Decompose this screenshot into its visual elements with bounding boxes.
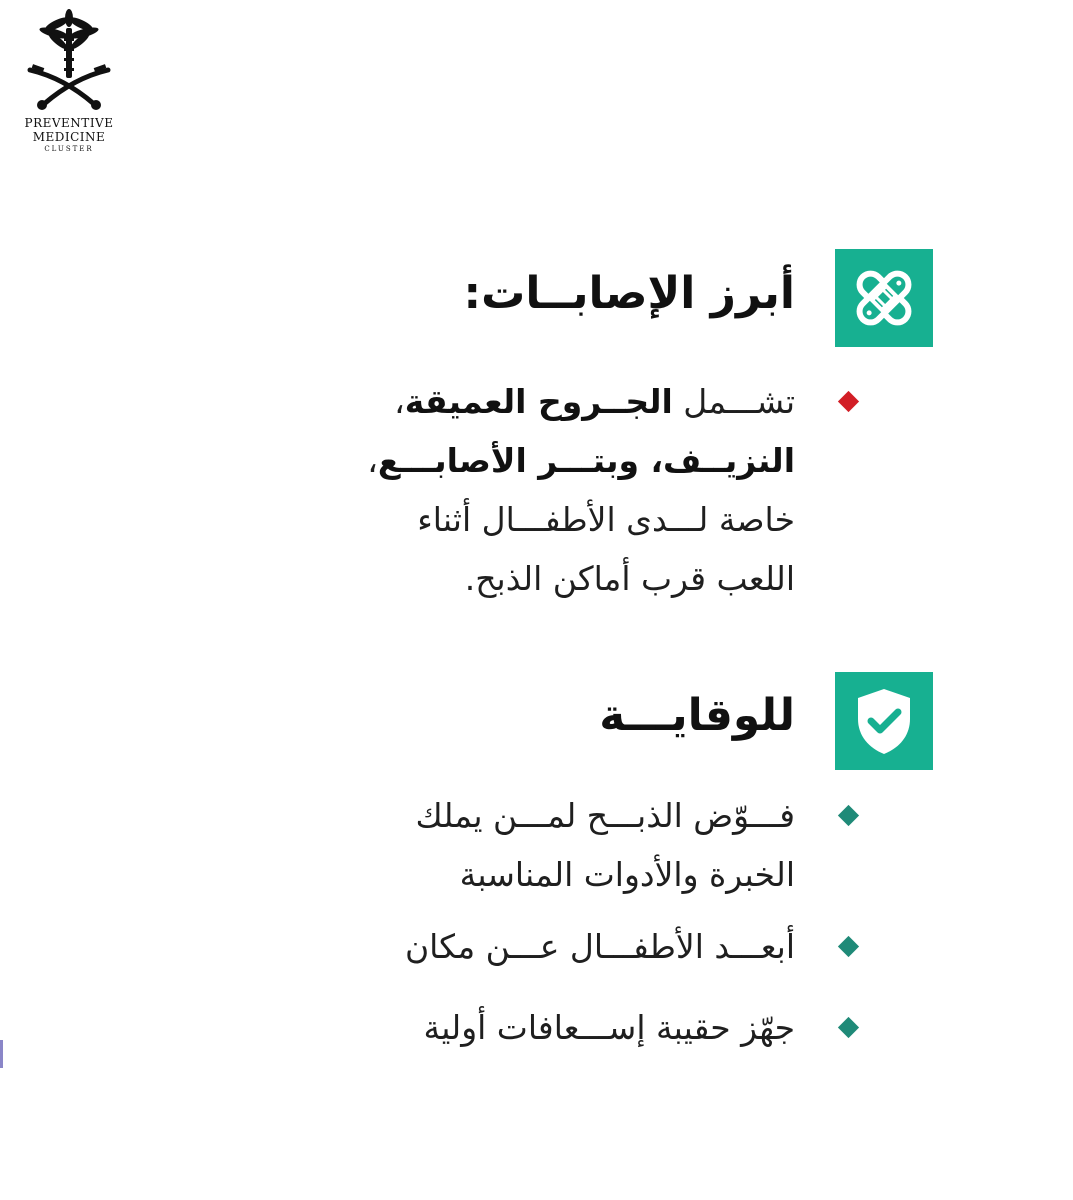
injuries-icon-box [835, 249, 933, 347]
bullet-green-icon [838, 805, 859, 826]
prevention-item-2 [325, 917, 795, 976]
prevention-item-3-line-1: جهّز حقيبة إســـعافات أولية [423, 1008, 795, 1047]
shield-check-icon [852, 685, 916, 757]
injuries-line-1-text: تشـــمل [672, 382, 795, 421]
logo-text-cluster: CLUSTER [44, 145, 94, 153]
injuries-line-2 [325, 431, 795, 490]
prevention-icon-box [835, 672, 933, 770]
bullet-green-icon [838, 936, 859, 957]
bullet-red-icon [838, 391, 859, 412]
bullet-green-icon [838, 1017, 859, 1038]
palm-swords-emblem [24, 8, 114, 116]
prevention-title: للوقايـــة [599, 690, 795, 741]
logo-text-preventive: PREVENTIVE [24, 116, 114, 130]
logo-text-medicine: MEDICINE [32, 130, 106, 144]
injuries-line-1-comma: ، [394, 382, 405, 421]
injuries-line-2-comma: ، [367, 441, 378, 480]
injuries-line-3: خاصة لـــدى الأطفـــال أثناء [417, 500, 795, 539]
injuries-paragraph [325, 372, 795, 608]
prevention-item-2-line-1: أبعـــد الأطفـــال عـــن مكان [404, 927, 795, 966]
edge-mark [0, 1040, 3, 1068]
prevention-item-3 [325, 998, 795, 1057]
ministry-logo [14, 8, 124, 163]
injuries-line-1-bold: الجــروح العميقة [404, 382, 673, 421]
prevention-item-1-line-1: فـــوّض الذبـــح لمـــن يملك [415, 796, 795, 835]
prevention-item-1-line-2: الخبرة والأدوات المناسبة [459, 855, 795, 894]
bandage-icon [846, 260, 922, 336]
prevention-item-1 [325, 786, 795, 904]
injuries-line-1 [325, 372, 795, 431]
injuries-line-4: اللعب قرب أماكن الذبح. [464, 559, 795, 598]
injuries-line-2-bold: النزيــف، وبتـــر الأصابـــع [377, 441, 795, 480]
injuries-title: أبرز الإصابــات: [463, 268, 795, 319]
